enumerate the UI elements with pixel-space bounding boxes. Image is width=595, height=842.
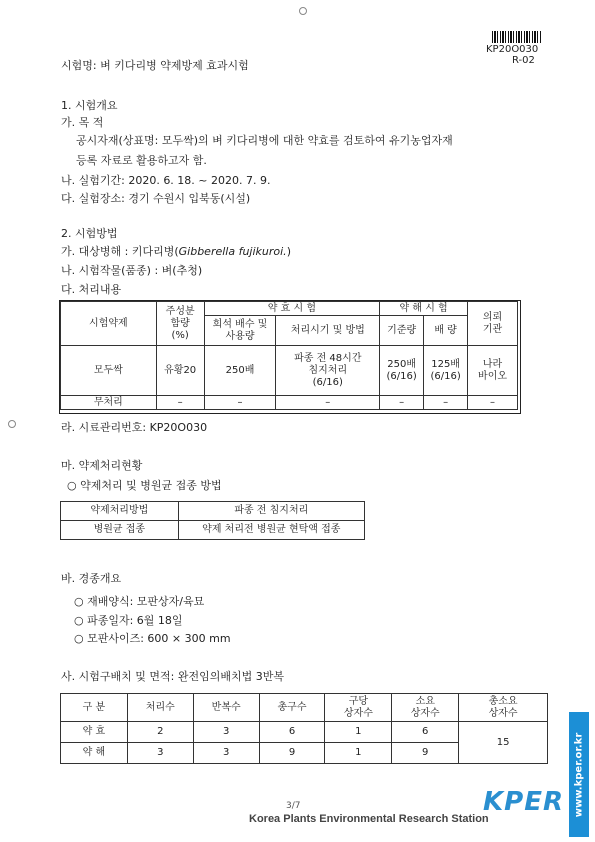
- table-row: 병원균 접종 약제 처리전 병원균 현탁액 접종: [61, 521, 365, 540]
- table-row: 약 해 3 3 9 1 9: [61, 743, 548, 764]
- col-agent: 시험약제: [61, 302, 157, 346]
- cultivation-item-2: ○ 파종일자: 6월 18일: [74, 614, 183, 627]
- cultivation-heading: 바. 경종개요: [61, 572, 122, 585]
- page-number: 3/7: [286, 801, 301, 811]
- doc-revision: R-02: [512, 55, 535, 66]
- table-row: 약 효 2 3 6 1 6 15: [61, 722, 548, 743]
- sample-number: 라. 시료관리번호: KP20O030: [61, 421, 208, 434]
- col-timing: 처리시기 및 방법: [276, 316, 380, 346]
- inoculation-table: [60, 501, 365, 540]
- footer-organization: Korea Plants Environmental Research Station: [249, 813, 489, 825]
- plot-layout-table: [60, 693, 548, 764]
- site-url: www.kper.or.kr: [573, 732, 585, 817]
- treatment-method-sub: ○ 약제처리 및 병원균 접종 방법: [67, 479, 222, 492]
- treatment-table: [60, 301, 518, 410]
- target-disease: 가. 대상병해 : 키다리병(Gibberella fujikuroi.): [61, 245, 291, 258]
- doc-code: KP20O030: [486, 44, 539, 55]
- table-row: 무처리 – – – – – –: [61, 396, 518, 410]
- table-row: 구 분 처리수 반복수 총구수 구당 상자수 소요 상자수 총소요 상자수: [61, 694, 548, 722]
- test-crop: 나. 시험작물(품종) : 벼(추청): [61, 264, 203, 277]
- col-standard: 기준량: [380, 316, 424, 346]
- test-location: 다. 실험장소: 경기 수원시 입북동(시설): [61, 192, 251, 205]
- col-double: 배 량: [424, 316, 468, 346]
- treatment-status-heading: 마. 약제처리현황: [61, 459, 143, 472]
- col-efficacy: 약 효 시 험: [204, 302, 380, 316]
- table-row: 모두싹 유황20 250배 파종 전 48시간 침지처리 (6/16) 250배 (6/16) 125배 (6/16) 나라 바이오: [61, 346, 518, 396]
- col-organization: 의뢰 기관: [468, 302, 518, 346]
- barcode: [492, 31, 542, 43]
- purpose-heading: 가. 목 적: [61, 116, 104, 129]
- purpose-line-1: 공시자재(상표명: 모두싹)의 벼 키다리병에 대한 약효를 검토하여 유기농업자재: [76, 134, 453, 147]
- purpose-line-2: 등록 자료로 활용하고자 함.: [76, 154, 207, 167]
- punch-hole-left: [8, 420, 16, 428]
- site-sidebar: [569, 712, 589, 837]
- section-1-heading: 1. 시험개요: [61, 99, 118, 112]
- col-dilution: 희석 배수 및 사용량: [204, 316, 276, 346]
- col-phytotoxicity: 약 해 시 험: [380, 302, 468, 316]
- punch-hole-top: [299, 7, 307, 15]
- test-period: 나. 실험기간: 2020. 6. 18. ~ 2020. 7. 9.: [61, 174, 271, 187]
- treatment-heading: 다. 처리내용: [61, 283, 122, 296]
- layout-heading: 사. 시험구배치 및 면적: 완전임의배치법 3반복: [61, 670, 284, 683]
- col-content: 주성분 함량 (%): [156, 302, 204, 346]
- cultivation-item-3: ○ 모판사이즈: 600 × 300 mm: [74, 632, 231, 645]
- kper-logo: KPER: [483, 787, 564, 817]
- table-row: 약제처리방법 파종 전 침지처리: [61, 502, 365, 521]
- pathogen-name: Gibberella fujikuroi.: [178, 245, 287, 258]
- cultivation-item-1: ○ 재배양식: 모판상자/육묘: [74, 595, 205, 608]
- page-title: 시험명: 벼 키다리병 약제방제 효과시험: [61, 59, 249, 72]
- section-2-heading: 2. 시험방법: [61, 227, 118, 240]
